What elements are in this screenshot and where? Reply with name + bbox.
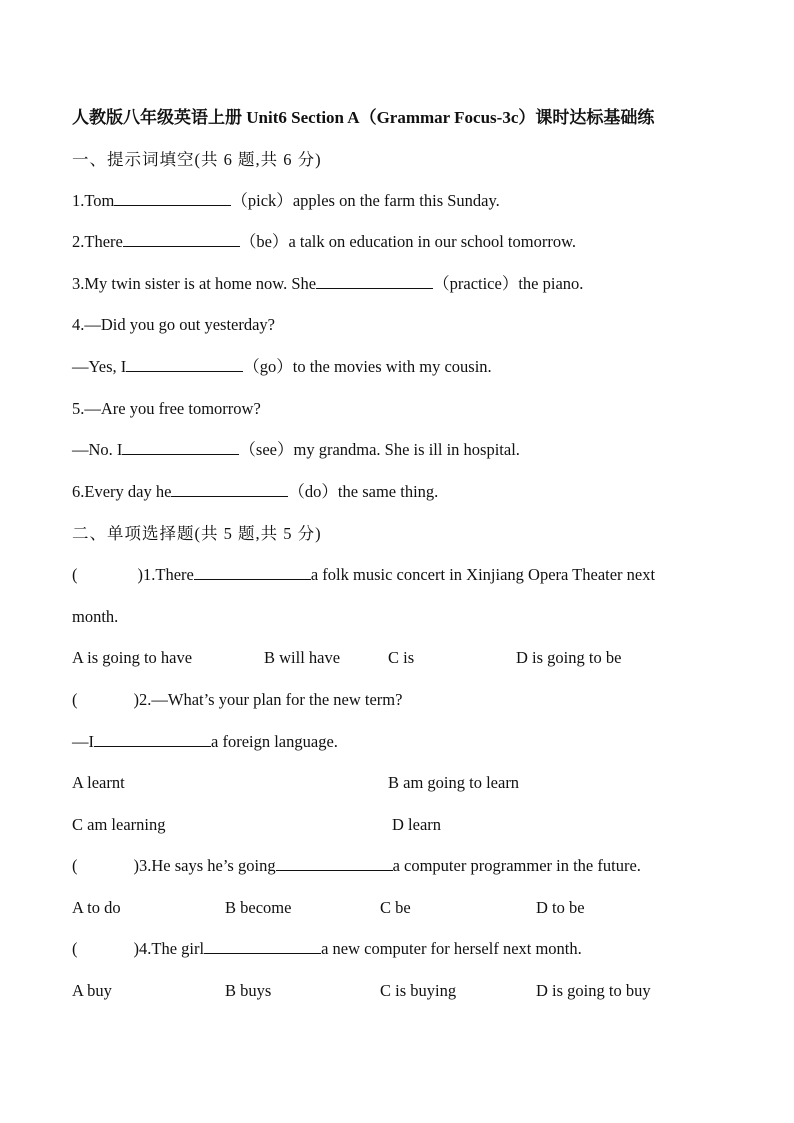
answer-paren[interactable]: ( <box>72 690 78 709</box>
q6-hint: （do） <box>288 482 338 501</box>
answer-blank[interactable] <box>276 855 393 871</box>
q1-text-pre: 1.Tom <box>72 191 115 210</box>
question-4-line2 <box>72 356 492 378</box>
mc2-option-a[interactable]: A learnt <box>72 773 125 792</box>
q1-text-post: apples on the farm this Sunday. <box>292 191 500 210</box>
q6-text-pre: 6.Every day he <box>72 482 172 501</box>
answer-paren[interactable]: ( <box>72 939 78 958</box>
mc1-option-c[interactable]: C is <box>388 648 415 667</box>
mc3-option-d[interactable]: D to be <box>536 898 585 917</box>
mc-question-1-cont: month. <box>72 607 119 626</box>
q4-text-post: to the movies with my cousin. <box>292 357 492 376</box>
mc2-text: )2.—What’s your plan for the new term? <box>133 690 403 709</box>
q2-hint: （be） <box>239 232 289 251</box>
mc-question-2-line2 <box>72 731 338 753</box>
q2-text-post: a talk on education in our school tomorrow. <box>288 232 577 251</box>
worksheet-title: 人教版八年级英语上册 Unit6 Section A（Grammar Focus-3c）课时达标基础练 <box>72 108 655 127</box>
mc4-option-b[interactable]: B buys <box>225 981 272 1000</box>
question-3 <box>72 273 583 295</box>
mc4-text-pre: )4.The girl <box>133 939 205 958</box>
question-5-line2 <box>72 439 520 461</box>
mc4-option-a[interactable]: A buy <box>72 981 112 1000</box>
answer-blank[interactable] <box>194 564 311 580</box>
mc4-text-post: a new computer for herself next month. <box>321 939 582 958</box>
mc1-option-d[interactable]: D is going to be <box>516 648 622 667</box>
mc2-option-d[interactable]: D learn <box>392 815 442 834</box>
q4-text-pre: —Yes, I <box>72 357 127 376</box>
q4-hint: （go） <box>243 357 293 376</box>
mc1-text-pre: )1.There <box>137 565 194 584</box>
mc3-text-pre: )3.He says he’s going <box>133 856 276 875</box>
question-2 <box>72 231 576 253</box>
answer-blank[interactable] <box>316 273 433 289</box>
q3-hint: （practice） <box>433 274 519 293</box>
mc4-option-c[interactable]: C is buying <box>380 981 457 1000</box>
mc-question-2 <box>72 689 402 711</box>
mc3-option-a[interactable]: A to do <box>72 898 121 917</box>
mc1-text-post: a folk music concert in Xinjiang Opera Theater next <box>310 565 656 584</box>
q3-text-pre: 3.My twin sister is at home now. She <box>72 274 317 293</box>
section2-heading: 二、单项选择题(共 5 题,共 5 分) <box>72 524 322 543</box>
q3-text-post: the piano. <box>518 274 584 293</box>
section1-heading: 一、提示词填空(共 6 题,共 6 分) <box>72 150 322 169</box>
answer-blank[interactable] <box>114 190 231 206</box>
mc-question-1 <box>72 564 655 586</box>
q6-text-post: the same thing. <box>337 482 439 501</box>
mc2-option-c[interactable]: C am learning <box>72 815 166 834</box>
question-1 <box>72 190 500 212</box>
q2-text-pre: 2.There <box>72 232 123 251</box>
mc3-option-c[interactable]: C be <box>380 898 411 917</box>
question-4-line1: 4.—Did you go out yesterday? <box>72 315 276 334</box>
mc3-text-post: a computer programmer in the future. <box>392 856 641 875</box>
mc2-text-pre: —I <box>72 732 94 751</box>
mc2-option-b[interactable]: B am going to learn <box>388 773 520 792</box>
question-5-line1: 5.—Are you free tomorrow? <box>72 399 261 418</box>
mc1-option-b[interactable]: B will have <box>264 648 341 667</box>
q1-hint: （pick） <box>231 191 293 210</box>
answer-blank[interactable] <box>122 439 239 455</box>
q5-text-pre: —No. I <box>72 440 123 459</box>
mc1-option-a[interactable]: A is going to have <box>72 648 193 667</box>
mc-question-3 <box>72 855 641 877</box>
answer-blank[interactable] <box>126 356 243 372</box>
answer-blank[interactable] <box>171 481 288 497</box>
mc3-option-b[interactable]: B become <box>225 898 292 917</box>
q5-hint: （see） <box>239 440 294 459</box>
q5-text-post: my grandma. She is ill in hospital. <box>293 440 520 459</box>
mc2-text-post: a foreign language. <box>211 732 338 751</box>
answer-blank[interactable] <box>94 731 211 747</box>
answer-paren[interactable]: ( <box>72 565 78 584</box>
question-6 <box>72 481 438 503</box>
mc4-option-d[interactable]: D is going to buy <box>536 981 651 1000</box>
mc-question-4 <box>72 938 582 960</box>
answer-blank[interactable] <box>123 231 240 247</box>
answer-blank[interactable] <box>204 938 321 954</box>
answer-paren[interactable]: ( <box>72 856 78 875</box>
